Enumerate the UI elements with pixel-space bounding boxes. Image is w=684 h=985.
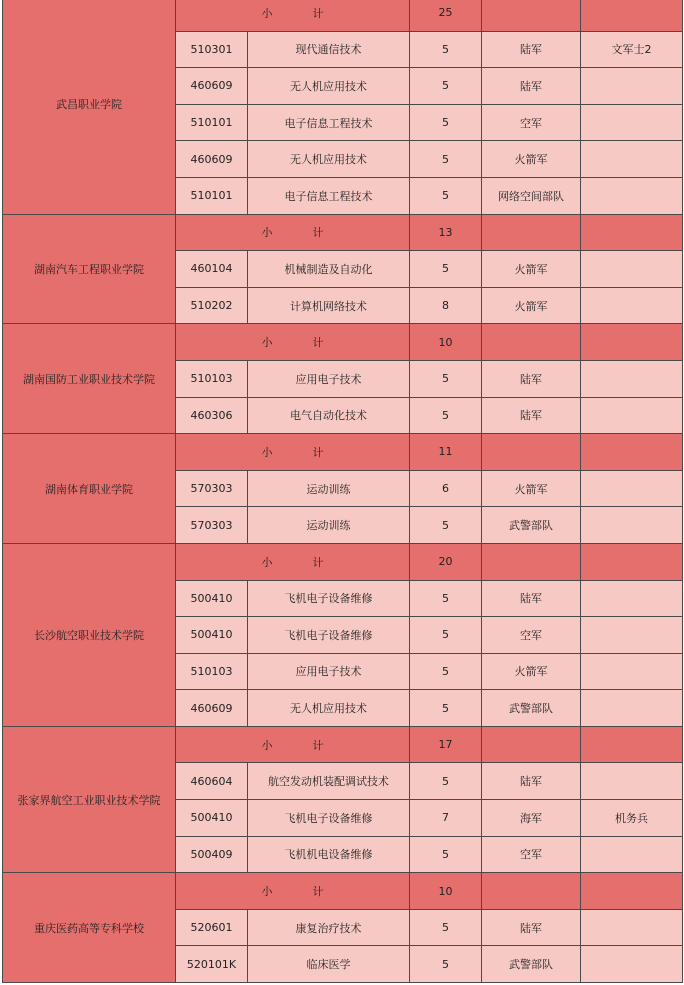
major-name: 现代通信技术: [248, 31, 410, 68]
quota-count: 5: [410, 580, 482, 617]
subtotal-empty-cell: [581, 873, 683, 910]
quota-count: 5: [410, 141, 482, 178]
major-name: 飞机电子设备维修: [248, 617, 410, 654]
remark: [581, 580, 683, 617]
major-code: 510101: [176, 177, 248, 214]
remark: [581, 507, 683, 544]
quota-count: 5: [410, 68, 482, 105]
remark: [581, 909, 683, 946]
major-name: 飞机电子设备维修: [248, 800, 410, 837]
subtotal-label-char: 计: [312, 445, 324, 459]
major-name: 应用电子技术: [248, 360, 410, 397]
subtotal-row: [3, 543, 683, 580]
major-code: 500410: [176, 617, 248, 654]
major-code: 460604: [176, 763, 248, 800]
remark: [581, 141, 683, 178]
quota-count: 5: [410, 909, 482, 946]
subtotal-empty-cell: [581, 324, 683, 361]
subtotal-label-char: 计: [312, 555, 324, 569]
major-code: 510301: [176, 31, 248, 68]
subtotal-empty-cell: [482, 726, 581, 763]
quota-count: 5: [410, 507, 482, 544]
subtotal-label-char: 小: [261, 226, 273, 240]
major-name: 飞机电子设备维修: [248, 580, 410, 617]
subtotal-label: [176, 214, 410, 251]
subtotal-label-char: 小: [261, 6, 273, 20]
remark: 文军士2: [581, 31, 683, 68]
quota-count: 5: [410, 177, 482, 214]
major-name: 机械制造及自动化: [248, 251, 410, 288]
recruitment-table: [2, 0, 683, 983]
service-branch: 火箭军: [482, 470, 581, 507]
subtotal-label-char: 小: [261, 336, 273, 350]
major-code: 500410: [176, 580, 248, 617]
quota-count: 5: [410, 763, 482, 800]
subtotal-row: [3, 324, 683, 361]
subtotal-label: [176, 0, 410, 31]
subtotal-row: [3, 873, 683, 910]
remark: [581, 836, 683, 873]
major-name: 临床医学: [248, 946, 410, 983]
subtotal-count: 17: [410, 726, 482, 763]
subtotal-count: 10: [410, 324, 482, 361]
service-branch: 火箭军: [482, 653, 581, 690]
service-branch: 陆军: [482, 909, 581, 946]
subtotal-label-char: 计: [312, 336, 324, 350]
major-name: 无人机应用技术: [248, 68, 410, 105]
subtotal-label: [176, 324, 410, 361]
service-branch: 空军: [482, 617, 581, 654]
quota-count: 5: [410, 397, 482, 434]
quota-count: 5: [410, 360, 482, 397]
subtotal-label-char: 计: [312, 226, 324, 240]
remark: [581, 763, 683, 800]
subtotal-count: 20: [410, 543, 482, 580]
major-code: 500410: [176, 800, 248, 837]
quota-count: 5: [410, 617, 482, 654]
major-name: 无人机应用技术: [248, 690, 410, 727]
service-branch: 火箭军: [482, 287, 581, 324]
remark: [581, 690, 683, 727]
service-branch: 海军: [482, 800, 581, 837]
service-branch: 陆军: [482, 31, 581, 68]
subtotal-empty-cell: [581, 0, 683, 31]
remark: [581, 360, 683, 397]
major-code: 520101K: [176, 946, 248, 983]
school-name: 张家界航空工业职业技术学院: [3, 726, 176, 872]
school-name: 湖南汽车工程职业学院: [3, 214, 176, 324]
subtotal-count: 11: [410, 434, 482, 471]
major-name: 电子信息工程技术: [248, 104, 410, 141]
service-branch: 陆军: [482, 397, 581, 434]
major-code: 510103: [176, 653, 248, 690]
quota-count: 7: [410, 800, 482, 837]
major-code: 570303: [176, 507, 248, 544]
major-code: 460609: [176, 68, 248, 105]
major-name: 计算机网络技术: [248, 287, 410, 324]
service-branch: 陆军: [482, 763, 581, 800]
subtotal-count: 13: [410, 214, 482, 251]
subtotal-empty-cell: [581, 214, 683, 251]
major-code: 570303: [176, 470, 248, 507]
remark: [581, 946, 683, 983]
major-code: 460104: [176, 251, 248, 288]
major-name: 运动训练: [248, 507, 410, 544]
subtotal-empty-cell: [482, 434, 581, 471]
major-code: 500409: [176, 836, 248, 873]
service-branch: 空军: [482, 836, 581, 873]
subtotal-label: [176, 434, 410, 471]
subtotal-row: [3, 434, 683, 471]
service-branch: 武警部队: [482, 946, 581, 983]
major-code: 520601: [176, 909, 248, 946]
major-code: 510101: [176, 104, 248, 141]
major-name: 电气自动化技术: [248, 397, 410, 434]
subtotal-empty-cell: [581, 726, 683, 763]
subtotal-row: [3, 0, 683, 31]
quota-count: 5: [410, 653, 482, 690]
subtotal-label-char: 小: [261, 885, 273, 899]
major-name: 无人机应用技术: [248, 141, 410, 178]
major-code: 460609: [176, 141, 248, 178]
subtotal-empty-cell: [482, 324, 581, 361]
subtotal-empty-cell: [482, 0, 581, 31]
subtotal-empty-cell: [581, 434, 683, 471]
major-code: 460306: [176, 397, 248, 434]
major-name: 飞机机电设备维修: [248, 836, 410, 873]
service-branch: 陆军: [482, 68, 581, 105]
major-code: 510103: [176, 360, 248, 397]
service-branch: 火箭军: [482, 141, 581, 178]
subtotal-empty-cell: [482, 543, 581, 580]
subtotal-count: 25: [410, 0, 482, 31]
school-name: 湖南体育职业学院: [3, 434, 176, 544]
remark: [581, 653, 683, 690]
subtotal-label-char: 计: [312, 738, 324, 752]
service-branch: 陆军: [482, 360, 581, 397]
remark: [581, 397, 683, 434]
subtotal-empty-cell: [482, 873, 581, 910]
major-name: 航空发动机装配调试技术: [248, 763, 410, 800]
subtotal-label-char: 小: [261, 445, 273, 459]
subtotal-label: [176, 543, 410, 580]
remark: [581, 251, 683, 288]
service-branch: 空军: [482, 104, 581, 141]
remark: [581, 68, 683, 105]
remark: [581, 104, 683, 141]
subtotal-label-char: 计: [312, 6, 324, 20]
service-branch: 陆军: [482, 580, 581, 617]
major-name: 康复治疗技术: [248, 909, 410, 946]
quota-count: 5: [410, 251, 482, 288]
subtotal-count: 10: [410, 873, 482, 910]
school-name: 长沙航空职业技术学院: [3, 543, 176, 726]
subtotal-label: [176, 873, 410, 910]
quota-count: 5: [410, 836, 482, 873]
quota-count: 5: [410, 31, 482, 68]
remark: [581, 177, 683, 214]
quota-count: 5: [410, 690, 482, 727]
major-code: 510202: [176, 287, 248, 324]
remark: [581, 617, 683, 654]
quota-count: 8: [410, 287, 482, 324]
subtotal-row: [3, 214, 683, 251]
major-name: 应用电子技术: [248, 653, 410, 690]
major-code: 460609: [176, 690, 248, 727]
service-branch: 武警部队: [482, 690, 581, 727]
school-name: 重庆医药高等专科学校: [3, 873, 176, 983]
remark: [581, 470, 683, 507]
subtotal-row: [3, 726, 683, 763]
service-branch: 火箭军: [482, 251, 581, 288]
major-name: 运动训练: [248, 470, 410, 507]
subtotal-empty-cell: [581, 543, 683, 580]
quota-count: 5: [410, 104, 482, 141]
remark: 机务兵: [581, 800, 683, 837]
quota-count: 5: [410, 946, 482, 983]
subtotal-label-char: 小: [261, 738, 273, 752]
major-name: 电子信息工程技术: [248, 177, 410, 214]
subtotal-empty-cell: [482, 214, 581, 251]
school-name: 湖南国防工业职业技术学院: [3, 324, 176, 434]
subtotal-label-char: 小: [261, 555, 273, 569]
service-branch: 武警部队: [482, 507, 581, 544]
service-branch: 网络空间部队: [482, 177, 581, 214]
remark: [581, 287, 683, 324]
subtotal-label: [176, 726, 410, 763]
subtotal-label-char: 计: [312, 885, 324, 899]
school-name: 武昌职业学院: [3, 0, 176, 214]
table-body: [3, 0, 683, 983]
quota-count: 6: [410, 470, 482, 507]
